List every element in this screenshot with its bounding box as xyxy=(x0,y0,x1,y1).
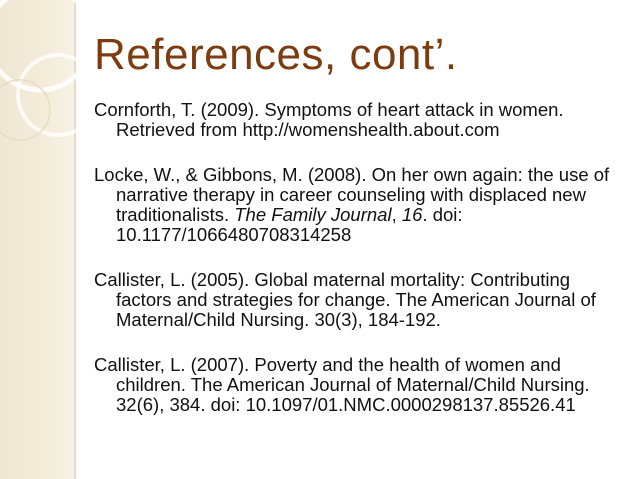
journal-volume: 16 xyxy=(401,204,423,225)
journal-title: The Family Journal xyxy=(234,204,392,225)
separator: , xyxy=(391,204,402,225)
reference-text: . doi: 10.1177/1066480708314258 xyxy=(116,204,463,245)
reference-item: Callister, L. (2007). Poverty and the health of women and children. The American Journal of Maternal/Child Nursing. 32(6), 384. doi: 10.1097/01.NMC.0000298137.85526.41 xyxy=(94,354,590,415)
reference-item: Cornforth, T. (2009). Symptoms of heart attack in women. Retrieved from http://womenshealth.about.com xyxy=(94,99,564,140)
reference-text: Locke, W., & Gibbons, M. (2008). On her own again: the use of narrative therapy in career counseling with displaced new traditionalists. xyxy=(94,164,610,225)
reference-item: Callister, L. (2005). Global maternal mortality: Contributing factors and strategies for change. The American Journal of Maternal/Child Nursing. 30(3), 184-192. xyxy=(94,269,596,330)
reference-item xyxy=(94,165,624,245)
slide-title: References, cont’. xyxy=(94,30,458,79)
reference-list xyxy=(94,100,624,440)
